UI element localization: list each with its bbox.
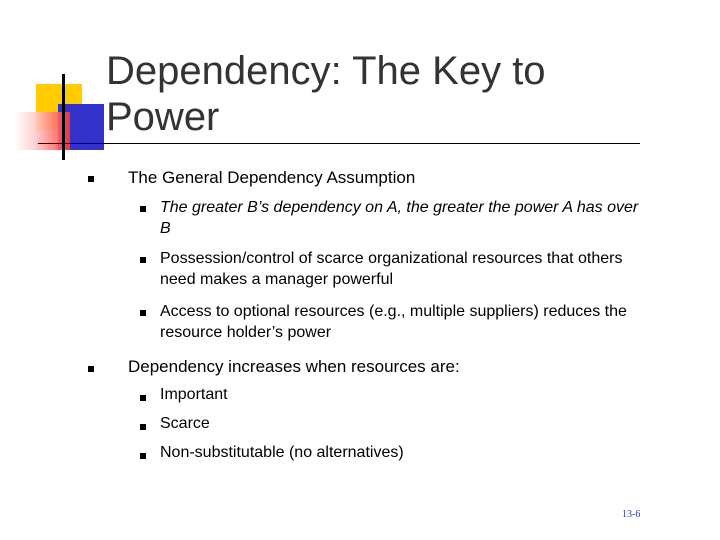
title-ornament-vertical-line xyxy=(62,74,65,160)
sub-bullet-text: Non-substitutable (no alternatives) xyxy=(160,444,404,461)
page-number: 13-6 xyxy=(622,509,641,520)
sub-bullet-marker xyxy=(140,206,146,212)
slide-title-line-1: Dependency: The Key to xyxy=(106,49,546,93)
bullet-text: The General Dependency Assumption xyxy=(128,168,416,187)
sub-bullet-text: Possession/control of scarce organizational resources that others xyxy=(160,250,623,267)
sub-bullet-text-continuation: resource holder’s power xyxy=(160,324,332,341)
title-underline xyxy=(38,143,640,144)
bullet-marker xyxy=(88,366,94,372)
bullet-text: Dependency increases when resources are: xyxy=(128,357,460,376)
bullet-marker xyxy=(88,176,94,182)
sub-bullet-marker xyxy=(140,310,146,316)
sub-bullet-marker xyxy=(140,395,146,401)
slide-title xyxy=(106,48,546,140)
sub-bullet-marker xyxy=(140,424,146,430)
sub-bullet-text: Important xyxy=(160,386,228,403)
sub-bullet-marker xyxy=(140,453,146,459)
sub-bullet-text: The greater B’s dependency on A, the greater the power A has over xyxy=(160,199,639,216)
sub-bullet-text-continuation: B xyxy=(160,220,171,237)
sub-bullet-marker xyxy=(140,257,146,263)
sub-bullet-text: Access to optional resources (e.g., multiple suppliers) reduces the xyxy=(160,303,627,320)
slide-title-line-2: Power xyxy=(106,95,220,139)
sub-bullet-text: Scarce xyxy=(160,415,210,432)
sub-bullet-text-continuation: need makes a manager powerful xyxy=(160,271,394,288)
